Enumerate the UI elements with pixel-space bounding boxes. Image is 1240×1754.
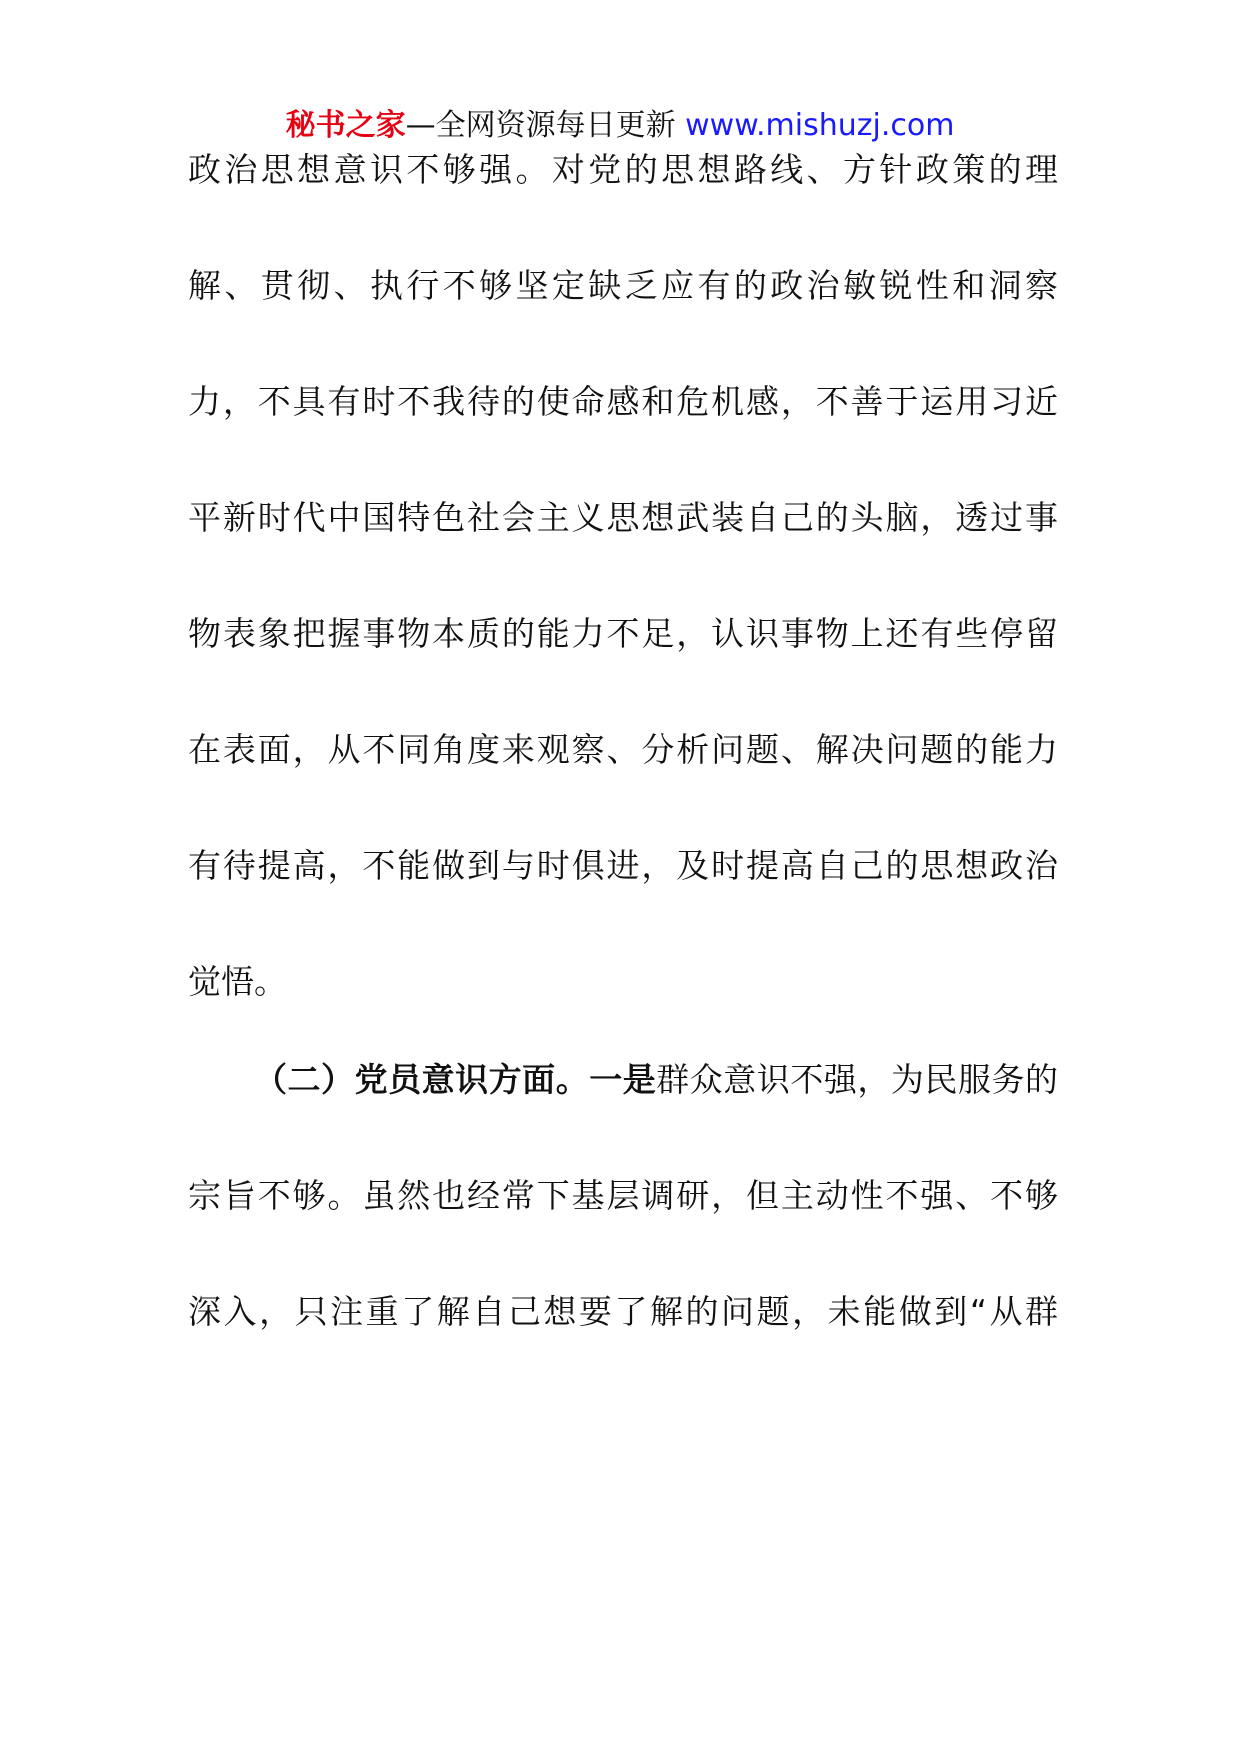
paragraph-line: 力，不具有时不我待的使命感和危机感，不善于运用习近 xyxy=(188,382,1058,421)
paragraph-line: 政治思想意识不够强。对党的思想路线、方针政策的理 xyxy=(188,150,1058,189)
paragraph-line: 在表面，从不同角度来观察、分析问题、解决问题的能力 xyxy=(188,730,1058,769)
section-heading: （二）党员意识方面。 xyxy=(254,1060,590,1099)
paragraph-line: 深入，只注重了解自己想要了解的问题，未能做到“从群 xyxy=(188,1292,1058,1331)
paragraph-line: 有待提高，不能做到与时俱进，及时提高自己的思想政治 xyxy=(188,846,1058,885)
paragraph-line: 物表象把握事物本质的能力不足，认识事物上还有些停留 xyxy=(188,614,1058,653)
section-text: 群众意识不强，为民服务的 xyxy=(656,1060,1059,1099)
paragraph-line: 觉悟。 xyxy=(188,962,287,1001)
paragraph-line: 平新时代中国特色社会主义思想武装自己的头脑，透过事 xyxy=(188,498,1058,537)
section-lead: 一是 xyxy=(589,1060,657,1099)
section-heading-line xyxy=(254,1052,1058,1108)
site-url[interactable]: www.mishuzj.com xyxy=(685,108,955,143)
paragraph-line: 宗旨不够。虽然也经常下基层调研，但主动性不强、不够 xyxy=(188,1176,1058,1215)
paragraph-line: 解、贯彻、执行不够坚定缺乏应有的政治敏锐性和洞察 xyxy=(188,266,1058,305)
brand-name: 秘书之家 xyxy=(285,108,406,143)
header-tagline: —全网资源每日更新 xyxy=(405,108,676,143)
